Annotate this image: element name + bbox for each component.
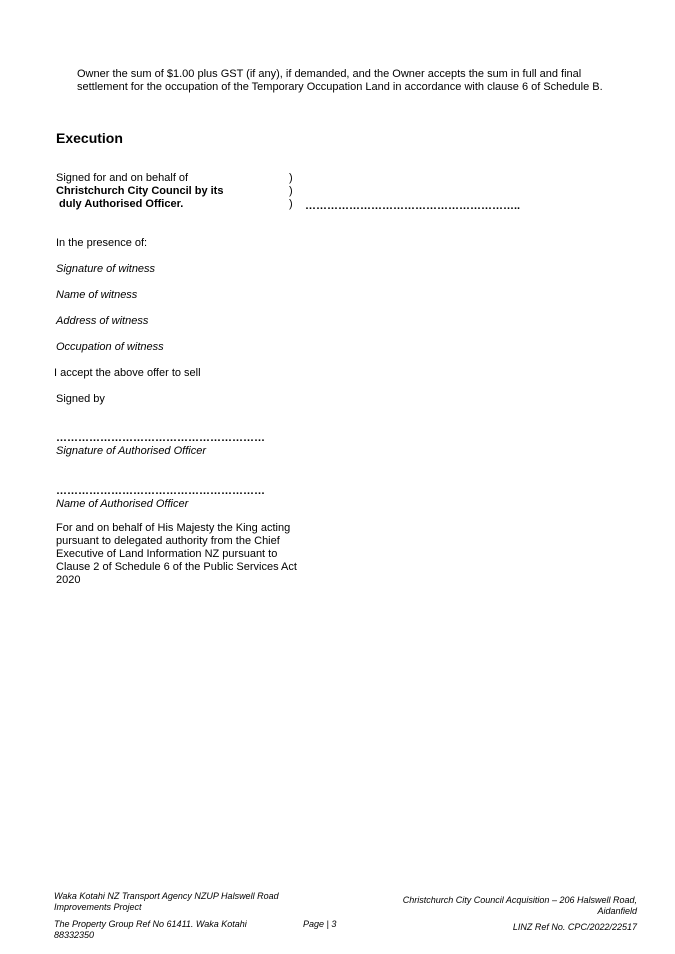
- accept-offer-label: I accept the above offer to sell: [54, 367, 201, 379]
- witness-occupation-label: Occupation of witness: [56, 341, 164, 353]
- behalf-paragraph: For and on behalf of His Majesty the King acting pursuant to delegated authority from the Chief Executive of Land Information NZ pursuant to Clause 2 of Schedule 6 of the Public Services Act 2020: [56, 522, 297, 586]
- officer-name-label: Name of Authorised Officer: [56, 498, 189, 510]
- officer-name-line: …………………………………………………: [56, 485, 265, 497]
- witness-address-label: Address of witness: [56, 315, 149, 327]
- officer-signature-line: …………………………………………………: [56, 432, 265, 444]
- signed-line-2: Christchurch City Council by its: [56, 185, 224, 197]
- witness-name-label: Name of witness: [56, 289, 138, 301]
- paren-column: [289, 172, 299, 211]
- footer-right-top: Christchurch City Council Acquisition – 206 Halswell Road, Aidanfield: [402, 895, 637, 916]
- footer-left-bottom: The Property Group Ref No 61411. Waka Kotahi 88332350: [54, 919, 247, 940]
- presence-label: In the presence of:: [56, 237, 148, 249]
- signed-block: [56, 172, 296, 211]
- paren-3: ): [289, 198, 293, 210]
- officer-signature-label: Signature of Authorised Officer: [56, 445, 207, 457]
- footer-left-top: Waka Kotahi NZ Transport Agency NZUP Halswell Road Improvements Project: [54, 891, 279, 912]
- footer-page-number: Page | 3: [303, 919, 337, 929]
- signed-line-3: duly Authorised Officer.: [56, 198, 184, 210]
- paren-2: ): [289, 185, 293, 197]
- signed-line-1: Signed for and on behalf of: [56, 172, 189, 184]
- signed-by-label: Signed by: [56, 393, 105, 405]
- footer-right-bottom: LINZ Ref No. CPC/2022/22517: [512, 922, 637, 932]
- witness-signature-label: Signature of witness: [56, 263, 156, 275]
- paren-1: ): [289, 172, 293, 184]
- section-heading: Execution: [56, 130, 123, 146]
- council-signature-line: …………………………………………………..: [305, 200, 521, 212]
- intro-paragraph: Owner the sum of $1.00 plus GST (if any), if demanded, and the Owner accepts the sum in full and final settlement for the occupation of the Temporary Occupation Land in accordance with clause 6 of Schedule B.: [77, 68, 603, 93]
